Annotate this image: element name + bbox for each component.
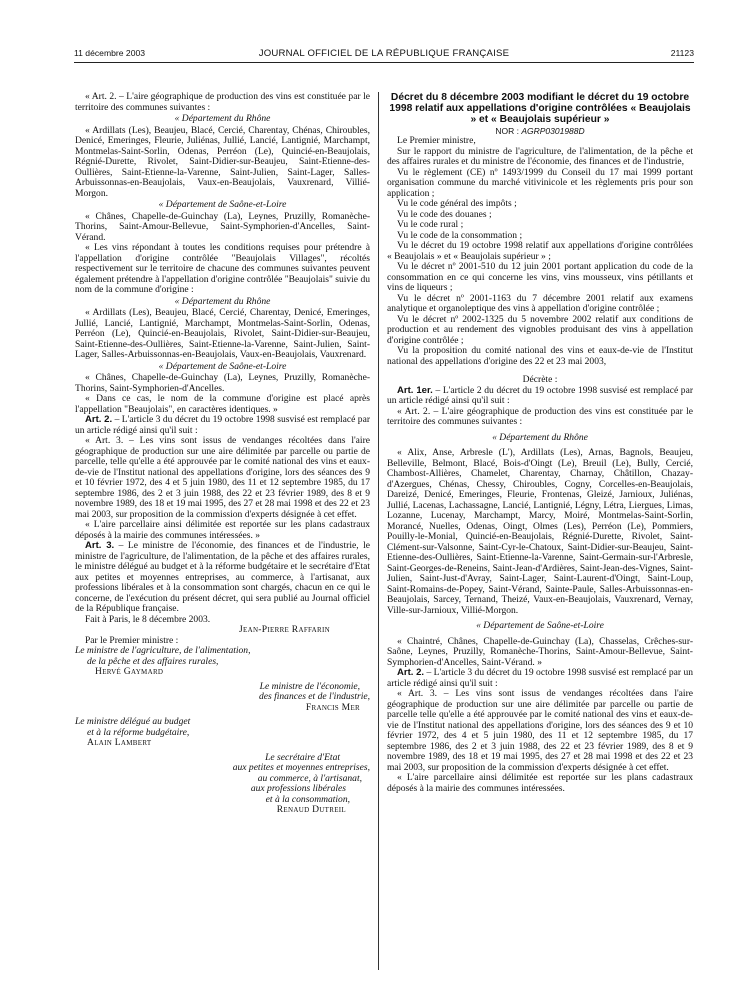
par-line: Par le Premier ministre :: [85, 634, 179, 646]
department-heading: « Département de Saône-et-Loire: [158, 199, 287, 210]
commune-list: « Chaintré, Chânes, Chapelle-de-Guinchay (La), Chasselas, Crêches-sur-Saône, Leynes, Pruzilly, Romanèche-Thorins, Saint-Amour-Bellevue, Saint-Symphorien-d'Ancelles, Saint-Vérand. »: [387, 635, 693, 668]
decree-title: Décret du 8 décembre 2003 modifiant le décret du 19 octobre 1998 relatif aux appellations d'origine contrôlées « Beaujolais » et « Beaujolais supérieur »: [389, 92, 691, 126]
article-text: – L'article 3 du décret du 19 octobre 1998 susvisé est remplacé par un article rédigé ainsi qu'il suit :: [75, 414, 370, 436]
fait-line: Fait à Paris, le 8 décembre 2003.: [85, 613, 211, 625]
left-paragraph: « Dans ce cas, le nom de la commune d'origine est placé après l'appellation "Beaujolais", en caractères identiques. »: [75, 393, 370, 415]
left-paragraph: « Les vins répondant à toutes les conditions requises pour prétendre à l'appellation d'origine contrôlée "Beaujolais Villages", récoltés respectivement sur le territoire de chacune des communes suivantes peuvent également prétendre à l'appellation d'origine contrôlée "Beaujolais" suivie du nom de la commune d'origine :: [75, 242, 370, 295]
signatory-title: et à la consommation,: [265, 793, 350, 805]
signatory-title: Le ministre de l'agriculture, de l'alimentation,: [75, 645, 251, 656]
article-1: [387, 386, 693, 407]
department-heading: « Département du Rhône: [174, 295, 271, 307]
article-label: Art. 2.: [85, 414, 113, 425]
commune-list: « Chânes, Chapelle-de-Guinchay (La), Leynes, Pruzilly, Romanèche-Thorins, Saint-Amour-Bellevue, Saint-Symphorien-d'Ancelles, Saint-Vérand.: [75, 210, 370, 243]
left-paragraph: « Art. 2. – L'aire géographique de production des vins est constituée par le territoire des communes suivantes :: [75, 91, 370, 113]
signatory-name: Alain Lambert: [87, 737, 152, 748]
right-paragraph: « Art. 2. – L'aire géographique de production des vins est constituée par le territoire des communes suivantes :: [387, 405, 693, 428]
signatory-title: au commerce, à l'artisanat,: [257, 772, 362, 784]
signatory-title: de la pêche et des affaires rurales,: [87, 655, 219, 667]
left-paragraph: « Art. 3. – Les vins sont issus de vendanges récoltées dans l'aire géographique de production sur une aire délimitée par parcelle ou partie de parcelle, telle qu'elle a été approuvée par le comité national des vins et eaux-de-vie de l'Institut national des appellations d'origine, lors des séances des 9 et 10 février 1972, des 4 et 5 juin 1980, des 11 et 12 septembre 1985, du 17 septembre 1986, des 2 et 3 juin 1988, des 22 et 23 février 1989, des 8 et 9 novembre 1989, des 18 et 19 mai 1995, des 27 et 28 mai 1998 et des 22 et 23 mai 2003, sur proposition de la commission d'experts désignée à cet effet.: [75, 435, 370, 520]
visa: Vu le code de la consommation ;: [397, 229, 523, 241]
visa: Vu le règlement (CE) nº 1493/1999 du Conseil du 17 mai 1999 portant organisation commune du marché vitivinicole et les règlements pris pour son application ;: [387, 166, 693, 199]
commune-list: « Ardillats (Les), Beaujeu, Blacé, Cercié, Charentay, Chénas, Chiroubles, Denicé, Emeringes, Fleurie, Juliénas, Jullié, Lancié, Lantignié, Marchampt, Montmelas-Saint-Sorlin, Odenas, Perréon (Le), Quincié-en-Beaujolais, Régnié-Durette, Rivolet, Saint-Didier-sur-Beaujeu, Saint-Etienne-des-Oullières, Saint-Etienne-la-Varenne, Saint-Julien, Saint-Lager, Salles-Arbuissonnas-en-Beaujolais, Vaux-en-Beaujolais, Vauxrenard, Villié-Morgon.: [75, 124, 370, 199]
commune-list: « Ardillats (Les), Beaujeu, Blacé, Cercié, Charentay, Denicé, Emeringes, Jullié, Lancié, Lantignié, Marchampt, Montmelas-Saint-Sorlin, Odenas, Perréon (Le), Quincié-en-Beaujolais, Rivolet, Saint-Didier-sur-Beaujeu, Saint-Etienne-des-Oullières, Saint-Etienne-la-Varenne, Saint-Julien, Saint-Lager, Salles-Arbuissonnas-en-Beaujolais, Vaux-en-Beaujolais, Vauxrenard.: [75, 307, 370, 360]
premier-ministre: Le Premier ministre,: [397, 135, 476, 147]
article-3: [75, 541, 370, 615]
visa: Vu le code général des impôts ;: [397, 198, 517, 210]
signatory-name: Francis Mer: [305, 701, 360, 713]
column-divider: [378, 92, 379, 970]
visa: Vu le décret du 19 octobre 1998 relatif aux appellations d'origine contrôlées « Beaujolais » et « Beaujolais supérieur » ;: [387, 240, 693, 262]
nor-code: AGRP0301988D: [521, 125, 585, 136]
visa: Vu le décret nº 2002-1325 du 5 novembre 2002 relatif aux conditions de production et au rendement des vignobles produisant des vins à appellation d'origine contrôlée ;: [387, 313, 693, 346]
header-date: 11 décembre 2003: [74, 48, 146, 58]
visa: Vu le décret nº 2001-510 du 12 juin 2001 portant application du code de la consommation en ce qui concerne les vins, vins mousseux, vins pétillants et vins de liqueurs ;: [387, 261, 693, 294]
signatory-name: Hervé Gaymard: [95, 666, 164, 677]
department-heading: « Département de Saône-et-Loire: [158, 360, 287, 372]
page-header: [74, 48, 694, 62]
visa: Vu le code rural ;: [397, 219, 464, 231]
article-2: [387, 668, 693, 689]
article-label: Art. 3.: [85, 540, 115, 551]
article-text: – L'article 2 du décret du 19 octobre 1998 susvisé est remplacé par un article rédigé ainsi qu'il suit :: [387, 384, 694, 407]
signatory-name: Jean-Pierre Raffarin: [239, 624, 330, 635]
article-text: – Le ministre de l'économie, des finances et de l'industrie, le ministre de l'agriculture, de l'alimentation, de la pêche et des affaires rurales, le ministre délégué au budget et à la réforme budgétaire et le secrétaire d'Etat aux petites et moyennes entreprises, au commerce, à l'artisanat, aux professions libérales et à la consommation sont chargés, chacun en ce qui le concerne, de l'exécution du présent décret, qui sera publié au Journal officiel de la République française.: [75, 540, 370, 614]
article-label: Art. 1er.: [397, 384, 433, 396]
signatory-title: aux professions libérales: [250, 783, 346, 794]
right-paragraph: « Art. 3. – Les vins sont issus de vendanges récoltées dans l'aire géographique de production sur une aire délimitée par parcelle ou partie de parcelle telle qu'elle a été approuvée par le comité national des vins et eaux-de-vie de l'Institut national des appellations d'origine, lors des séances des 9 et 10 février 1972, des 4 et 5 juin 1980, des 11 et 12 septembre 1985, du 17 septembre 1986, des 2 et 3 juin 1988, des 22 et 23 février 1989, des 8 et 9 novembre 1989, des 18 et 19 mai 1995, des 27 et 28 mai 1998 et des 22 et 23 mai 2003, sur proposition de la commission d'experts désignée à cet effet.: [387, 688, 693, 773]
nor-label: NOR :: [495, 125, 522, 136]
visa: Vu la proposition du comité national des vins et eaux-de-vie de l'Institut national des appellations d'origine des 22 et 23 mai 2003,: [387, 345, 693, 367]
signatory-title: aux petites et moyennes entreprises,: [232, 762, 370, 773]
signatory-title: Le secrétaire d'Etat: [265, 751, 340, 763]
signatory-title: Le ministre de l'économie,: [259, 680, 360, 692]
department-heading: « Département du Rhône: [492, 431, 588, 443]
visa: Sur le rapport du ministre de l'agriculture, de l'alimentation, de la pêche et des affaires rurales et du ministre de l'économie, des finances et de l'industrie,: [387, 145, 693, 168]
commune-list: « Alix, Anse, Arbresle (L'), Ardillats (Les), Arnas, Bagnols, Beaujeu, Belleville, Belmont, Blacé, Bois-d'Oingt (Le), Breuil (Le), Bully, Cercié, Chambost-Allières, Chamelet, Charentay, Charnay, Châtillon, Chazay-d'Azergues, Chénas, Chessy, Chiroubles, Cogny, Corcelles-en-Beaujolais, Dareizé, Denicé, Emeringes, Fleurie, Frontenas, Gleizé, Jarnioux, Juliénas, Jullié, Lacenas, Lachassagne, Lancié, Lantignié, Légny, Létra, Liergues, Limas, Lozanne, Lucenay, Marchampt, Marcy, Moiré, Montmelas-Saint-Sorlin, Morancé, Nuelles, Odenas, Oingt, Olmes (Les), Perréon (Le), Pommiers, Pouilly-le-Monial, Quincié-en-Beaujolais, Régnié-Durette, Rivolet, Saint-Clément-sur-Valsonne, Saint-Cyr-le-Chatoux, Saint-Didier-sur-Beaujeu, Saint-Etienne-des-Oullières, Saint-Etienne-la-Varenne, Saint-Germain-sur-l'Arbresle, Saint-Georges-de-Reneins, Saint-Jean-d'Ardières, Saint-Jean-des-Vignes, Saint-Julien, Saint-Just-d'Avray, Saint-Lager, Saint-Laurent-d'Oingt, Saint-Loup, Saint-Romains-de-Popey, Saint-Vérand, Sainte-Paule, Salles-Arbuissonnas-en-Beaujolais, Sarcey, Ternand, Theizé, Vaux-en-Beaujolais, Vauxrenard, Vernay, Ville-sur-Jarnioux, Villié-Morgon.: [387, 447, 693, 616]
article-label: Art. 2.: [397, 667, 425, 679]
commune-list: « Chânes, Chapelle-de-Guinchay (La), Leynes, Pruzilly, Romanèche-Thorins, Saint-Symphorien-d'Ancelles.: [75, 372, 370, 394]
department-heading: « Département du Rhône: [174, 113, 271, 124]
signatory-title: des finances et de l'industrie,: [258, 691, 370, 702]
right-paragraph: « L'aire parcellaire ainsi délimitée est reportée sur les plans cadastraux déposés à la mairie des communes intéressées.: [387, 772, 693, 794]
signatory-title: et à la réforme budgétaire,: [87, 726, 190, 738]
signatory-title: Le ministre délégué au budget: [75, 716, 191, 727]
left-paragraph: « L'aire parcellaire ainsi délimitée est reportée sur les plans cadastraux déposés à la mairie des communes intéressées. »: [75, 519, 370, 541]
header-rule: [74, 62, 694, 63]
right-column: [387, 92, 693, 794]
visa: Vu le décret nº 2001-1163 du 7 décembre 2001 relatif aux examens analytique et organoleptique des vins à appellation d'origine contrôlée ;: [387, 292, 693, 315]
department-heading: « Département de Saône-et-Loire: [476, 620, 604, 632]
left-column: [75, 92, 370, 816]
journal-title: JOURNAL OFFICIEL DE LA RÉPUBLIQUE FRANÇAISE: [258, 48, 510, 59]
signatory-name: Renaud Dutreil: [276, 804, 346, 815]
visa: Vu le code des douanes ;: [397, 208, 492, 220]
page-number: 21123: [670, 48, 694, 58]
article-text: – L'article 3 du décret du 19 octobre 1998 susvisé est remplacé par un article rédigé ainsi qu'il suit :: [387, 667, 694, 689]
article-2: [75, 415, 370, 436]
decrete-heading: Décrète :: [522, 374, 558, 386]
